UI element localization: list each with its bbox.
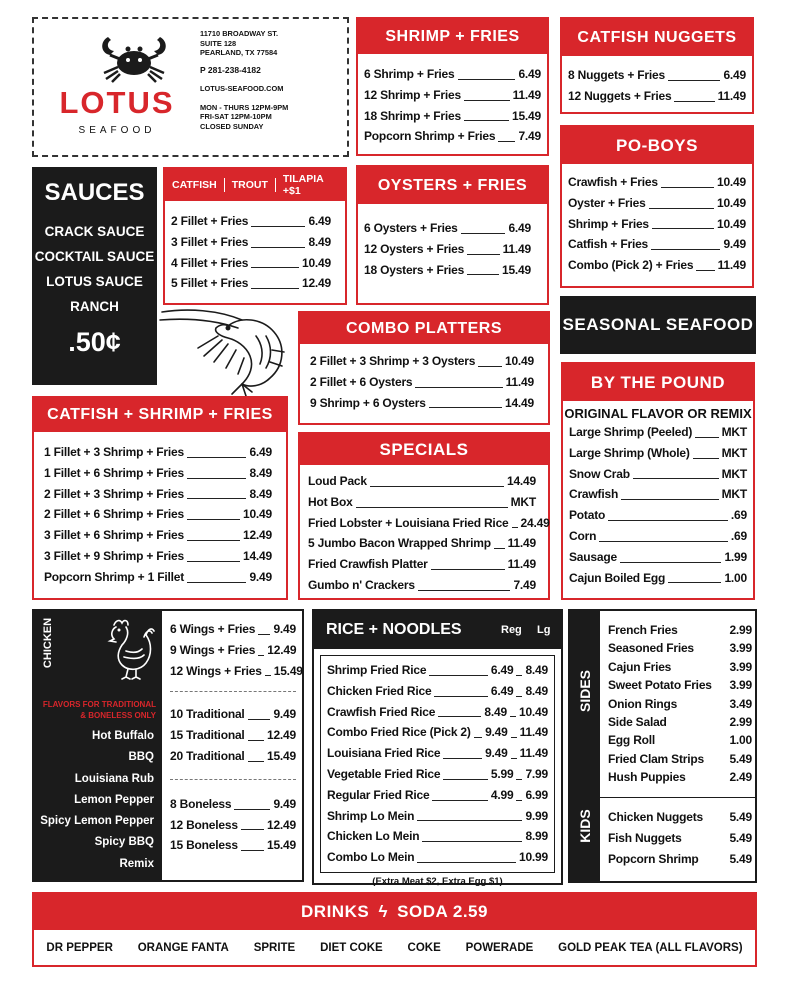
menu-item[interactable]: Fried Crawfish Platter 11.49 bbox=[308, 557, 536, 572]
menu-item[interactable]: Hush Puppies 2.49 bbox=[608, 770, 752, 785]
sides-label: SIDES bbox=[577, 670, 593, 713]
menu-item[interactable]: Shrimp Lo Mein 9.99 bbox=[327, 808, 548, 823]
section-header: SHRIMP + FRIES bbox=[358, 19, 547, 54]
flavor-item[interactable]: Lemon Pepper bbox=[74, 793, 154, 806]
item-list bbox=[300, 344, 548, 413]
drink-item[interactable]: DR PEPPER bbox=[46, 941, 113, 954]
drink-item[interactable]: POWERADE bbox=[465, 941, 534, 954]
lightning-icon: ϟ bbox=[378, 902, 388, 921]
chicken-label: CHICKEN bbox=[42, 617, 54, 669]
menu-item[interactable]: 12 Boneless 12.49 bbox=[170, 817, 296, 832]
menu-item[interactable]: 2 Fillet + 6 Oysters 11.49 bbox=[310, 374, 534, 389]
menu-item[interactable]: Large Shrimp (Whole) MKT bbox=[569, 445, 747, 460]
menu-item[interactable]: Hot Box MKT bbox=[308, 494, 536, 509]
brand-info bbox=[200, 29, 345, 131]
flavor-list bbox=[36, 726, 154, 875]
menu-item[interactable]: 8 Nuggets + Fries 6.49 bbox=[568, 68, 746, 82]
menu-item[interactable]: Fried Lobster + Louisiana Fried Rice 24.49 bbox=[308, 515, 550, 530]
tab-tilapia[interactable]: TILAPIA +$1 bbox=[282, 173, 324, 197]
catfish-shrimp-fries-section bbox=[32, 396, 288, 600]
menu-item[interactable]: 9 Shrimp + 6 Oysters 14.49 bbox=[310, 395, 534, 410]
address-line: SUITE 128 bbox=[200, 38, 237, 48]
hours-line: MON - THURS 12PM-9PM bbox=[200, 102, 289, 112]
menu-item[interactable]: Combo Fried Rice (Pick 2) 9.49 11.49 bbox=[327, 725, 548, 740]
address-line: 11710 BROADWAY ST. bbox=[200, 29, 279, 38]
item-list bbox=[165, 201, 345, 294]
flavor-item[interactable]: Spicy BBQ bbox=[94, 836, 154, 849]
menu-item[interactable]: Sausage 1.99 bbox=[569, 549, 747, 564]
menu-item[interactable]: Large Shrimp (Peeled) MKT bbox=[569, 425, 747, 439]
menu-item[interactable]: 18 Oysters + Fries 15.49 bbox=[364, 262, 531, 277]
rice-header bbox=[314, 611, 561, 649]
section-header: CATFISH + SHRIMP + FRIES bbox=[34, 398, 286, 432]
menu-item[interactable]: 3 Fillet + Fries 8.49 bbox=[171, 234, 331, 249]
divider bbox=[170, 779, 296, 780]
menu-item[interactable]: Crawfish Fried Rice 8.49 10.49 bbox=[327, 704, 548, 719]
menu-item[interactable]: Combo (Pick 2) + Fries 11.49 bbox=[568, 258, 746, 273]
fillet-section bbox=[163, 167, 347, 305]
menu-item[interactable]: Cajun Boiled Egg 1.00 bbox=[569, 570, 747, 585]
menu-item[interactable]: Onion Rings 3.49 bbox=[608, 696, 752, 711]
drinks-section bbox=[32, 892, 757, 967]
sauce-item[interactable]: COCKTAIL SAUCE bbox=[34, 249, 155, 264]
kids-label: KIDS bbox=[577, 809, 593, 843]
website-link[interactable]: LOTUS-SEAFOOD.COM bbox=[200, 84, 284, 93]
drinks-list bbox=[34, 930, 755, 965]
menu-item[interactable]: Shrimp Fried Rice 6.49 8.49 bbox=[327, 663, 548, 677]
menu-item[interactable]: Sweet Potato Fries 3.99 bbox=[608, 678, 752, 693]
menu-item[interactable]: 1 Fillet + 3 Shrimp + Fries 6.49 bbox=[44, 445, 272, 459]
menu-item[interactable]: 12 Shrimp + Fries 11.49 bbox=[364, 87, 541, 102]
brand-box bbox=[32, 17, 349, 157]
menu-item[interactable]: Combo Lo Mein 10.99 bbox=[327, 850, 548, 865]
specials-section bbox=[298, 432, 550, 600]
tab-trout[interactable]: TROUT bbox=[231, 179, 268, 191]
po-boys-section bbox=[560, 125, 754, 288]
menu-item[interactable]: Chicken Fried Rice 6.49 8.49 bbox=[327, 683, 548, 698]
item-list bbox=[562, 56, 752, 107]
rice-note: (Extra Meat $2, Extra Egg $1) bbox=[372, 876, 503, 887]
menu-item[interactable]: Crawfish MKT bbox=[569, 487, 747, 502]
section-header: RICE + NOODLES bbox=[326, 621, 462, 638]
item-list bbox=[358, 54, 547, 147]
menu-item[interactable]: 9 Wings + Fries 12.49 bbox=[170, 642, 297, 657]
menu-item[interactable]: 8 Boneless 9.49 bbox=[170, 796, 296, 811]
menu-item[interactable]: Corn .69 bbox=[569, 528, 747, 543]
flavor-item[interactable]: BBQ bbox=[128, 751, 154, 764]
by-the-pound-section bbox=[561, 362, 755, 600]
brand-subtitle: SEAFOOD bbox=[78, 125, 156, 136]
flavor-item[interactable]: Spicy Lemon Pepper bbox=[40, 815, 154, 828]
menu-item[interactable]: 2 Fillet + Fries 6.49 bbox=[171, 214, 331, 228]
menu-item[interactable]: Fried Clam Strips 5.49 bbox=[608, 751, 752, 766]
menu-item[interactable]: Oyster + Fries 10.49 bbox=[568, 195, 746, 210]
shrimp-icon bbox=[158, 306, 294, 398]
item-list bbox=[358, 204, 547, 280]
menu-item[interactable]: 15 Traditional 12.49 bbox=[170, 728, 296, 743]
section-header: COMBO PLATTERS bbox=[300, 313, 548, 344]
menu-item[interactable]: Cajun Fries 3.99 bbox=[608, 659, 752, 674]
sauces-section bbox=[32, 167, 157, 385]
menu-item[interactable]: 12 Wings + Fries 15.49 bbox=[170, 663, 303, 678]
menu-item[interactable]: 20 Traditional 15.49 bbox=[170, 748, 296, 763]
menu-item[interactable]: 3 Fillet + 6 Shrimp + Fries 12.49 bbox=[44, 528, 272, 543]
divider bbox=[170, 691, 296, 692]
section-header: SAUCES bbox=[44, 179, 145, 206]
menu-item[interactable]: French Fries 2.99 bbox=[608, 623, 752, 637]
menu-item[interactable]: Potato .69 bbox=[569, 508, 747, 523]
flavor-item[interactable]: Louisiana Rub bbox=[74, 772, 154, 785]
hours-line: CLOSED SUNDAY bbox=[200, 121, 264, 131]
sauce-list bbox=[32, 219, 157, 319]
menu-item[interactable]: 6 Wings + Fries 9.49 bbox=[170, 622, 296, 636]
menu-item[interactable]: 5 Jumbo Bacon Wrapped Shrimp 11.49 bbox=[308, 536, 536, 551]
menu-item[interactable]: 6 Oysters + Fries 6.49 bbox=[364, 221, 531, 235]
drinks-title: DRINKS bbox=[301, 902, 370, 921]
address-line: PEARLAND, TX 77584 bbox=[200, 48, 278, 57]
kids-divider bbox=[600, 797, 755, 798]
section-header: BY THE POUND bbox=[563, 364, 753, 401]
section-header: CATFISH NUGGETS bbox=[562, 19, 752, 56]
menu-item[interactable]: 3 Fillet + 9 Shrimp + Fries 14.49 bbox=[44, 548, 272, 563]
menu-item[interactable]: Egg Roll 1.00 bbox=[608, 733, 752, 748]
menu-item[interactable]: 10 Traditional 9.49 bbox=[170, 707, 296, 722]
catfish-nuggets-section bbox=[560, 17, 754, 114]
menu-item[interactable]: Snow Crab MKT bbox=[569, 466, 747, 481]
menu-item[interactable]: 1 Fillet + 6 Shrimp + Fries 8.49 bbox=[44, 465, 272, 480]
menu-item[interactable]: Fish Nuggets 5.49 bbox=[608, 830, 752, 845]
menu-item[interactable]: Side Salad 2.99 bbox=[608, 715, 752, 730]
item-list bbox=[562, 164, 752, 276]
menu-item[interactable]: 12 Nuggets + Fries 11.49 bbox=[568, 88, 746, 103]
menu-item[interactable]: 4 Fillet + Fries 10.49 bbox=[171, 255, 331, 270]
menu-item[interactable]: Popcorn Shrimp 5.49 bbox=[608, 851, 752, 866]
kids-list bbox=[608, 807, 752, 869]
menu-item[interactable]: 2 Fillet + 3 Shrimp + Fries 8.49 bbox=[44, 486, 272, 501]
flavor-item[interactable]: Hot Buffalo bbox=[92, 730, 154, 742]
menu-item[interactable]: Crawfish + Fries 10.49 bbox=[568, 175, 746, 189]
chicken-section bbox=[32, 609, 304, 882]
menu-item[interactable]: Chicken Nuggets 5.49 bbox=[608, 810, 752, 824]
col-reg: Reg bbox=[501, 624, 522, 636]
menu-item[interactable]: Gumbo n' Crackers 7.49 bbox=[308, 577, 536, 592]
section-subtitle: ORIGINAL FLAVOR OR REMIX bbox=[564, 406, 752, 421]
hours-line: FRI-SAT 12PM-10PM bbox=[200, 112, 272, 121]
menu-item[interactable]: 5 Fillet + Fries 12.49 bbox=[171, 276, 331, 291]
oysters-fries-section bbox=[356, 165, 549, 305]
tab-catfish[interactable]: CATFISH bbox=[172, 179, 217, 191]
combo-platters-section bbox=[298, 311, 550, 425]
menu-item[interactable]: 6 Shrimp + Fries 6.49 bbox=[364, 67, 541, 81]
item-list bbox=[300, 465, 548, 596]
rice-item-list bbox=[320, 655, 555, 873]
phone[interactable]: P 281-238-4182 bbox=[200, 64, 261, 75]
sauce-item[interactable]: CRACK SAUCE bbox=[44, 224, 145, 239]
menu-item[interactable]: Loud Pack 14.49 bbox=[308, 474, 536, 488]
sauce-item[interactable]: LOTUS SAUCE bbox=[46, 274, 143, 289]
sides-kids-label-bar bbox=[570, 611, 600, 881]
item-list bbox=[563, 421, 753, 588]
chicken-menu bbox=[162, 611, 302, 880]
drink-item[interactable]: SPRITE bbox=[253, 941, 296, 954]
col-lg: Lg bbox=[537, 624, 551, 636]
brand-name: LOTUS bbox=[59, 85, 175, 120]
seasonal-seafood-banner: SEASONAL SEAFOOD bbox=[560, 296, 756, 354]
menu-item[interactable]: Catfish + Fries 9.49 bbox=[568, 237, 746, 252]
rooster-icon bbox=[96, 617, 156, 681]
soda-price: SODA 2.59 bbox=[397, 902, 488, 921]
menu-item[interactable]: Louisiana Fried Rice 9.49 11.49 bbox=[327, 746, 548, 761]
menu-item[interactable]: Popcorn Shrimp + 1 Fillet 9.49 bbox=[44, 569, 272, 584]
crab-icon bbox=[94, 31, 174, 83]
section-header: SPECIALS bbox=[300, 434, 548, 465]
flavors-note: FLAVORS FOR TRADITIONAL & BONELESS ONLY bbox=[42, 700, 156, 720]
drink-item[interactable]: ORANGE FANTA bbox=[137, 941, 229, 954]
rice-noodles-section bbox=[312, 609, 563, 885]
drink-item[interactable]: GOLD PEAK TEA (ALL FLAVORS) bbox=[558, 941, 743, 954]
menu-item[interactable]: Shrimp + Fries 10.49 bbox=[568, 216, 746, 231]
menu-item[interactable]: Seasoned Fries 3.99 bbox=[608, 641, 752, 656]
sides-list bbox=[608, 621, 752, 787]
menu-item[interactable]: 18 Shrimp + Fries 15.49 bbox=[364, 108, 541, 123]
menu-item[interactable]: Regular Fried Rice 4.99 6.99 bbox=[327, 787, 548, 802]
sauce-item[interactable]: RANCH bbox=[70, 299, 119, 314]
menu-item[interactable]: Chicken Lo Mein 8.99 bbox=[327, 829, 548, 844]
sauce-price: .50¢ bbox=[68, 327, 121, 357]
menu-item[interactable]: 2 Fillet + 6 Shrimp + Fries 10.49 bbox=[44, 507, 272, 522]
fish-tabs bbox=[165, 169, 345, 201]
shrimp-fries-section bbox=[356, 17, 549, 156]
menu-item[interactable]: Vegetable Fried Rice 5.99 7.99 bbox=[327, 766, 548, 781]
flavor-item[interactable]: Remix bbox=[119, 857, 154, 870]
menu-item[interactable]: 12 Oysters + Fries 11.49 bbox=[364, 241, 531, 256]
section-header: OYSTERS + FRIES bbox=[358, 167, 547, 204]
drink-item[interactable]: COKE bbox=[407, 941, 441, 954]
section-header: PO-BOYS bbox=[562, 127, 752, 164]
menu-item[interactable]: 15 Boneless 15.49 bbox=[170, 838, 296, 853]
menu-item[interactable]: 2 Fillet + 3 Shrimp + 3 Oysters 10.49 bbox=[310, 354, 534, 368]
drink-item[interactable]: DIET COKE bbox=[320, 941, 383, 954]
menu-item[interactable]: Popcorn Shrimp + Fries 7.49 bbox=[364, 129, 541, 144]
drinks-header bbox=[34, 894, 755, 930]
sides-kids-section bbox=[568, 609, 757, 883]
item-list bbox=[34, 432, 286, 588]
